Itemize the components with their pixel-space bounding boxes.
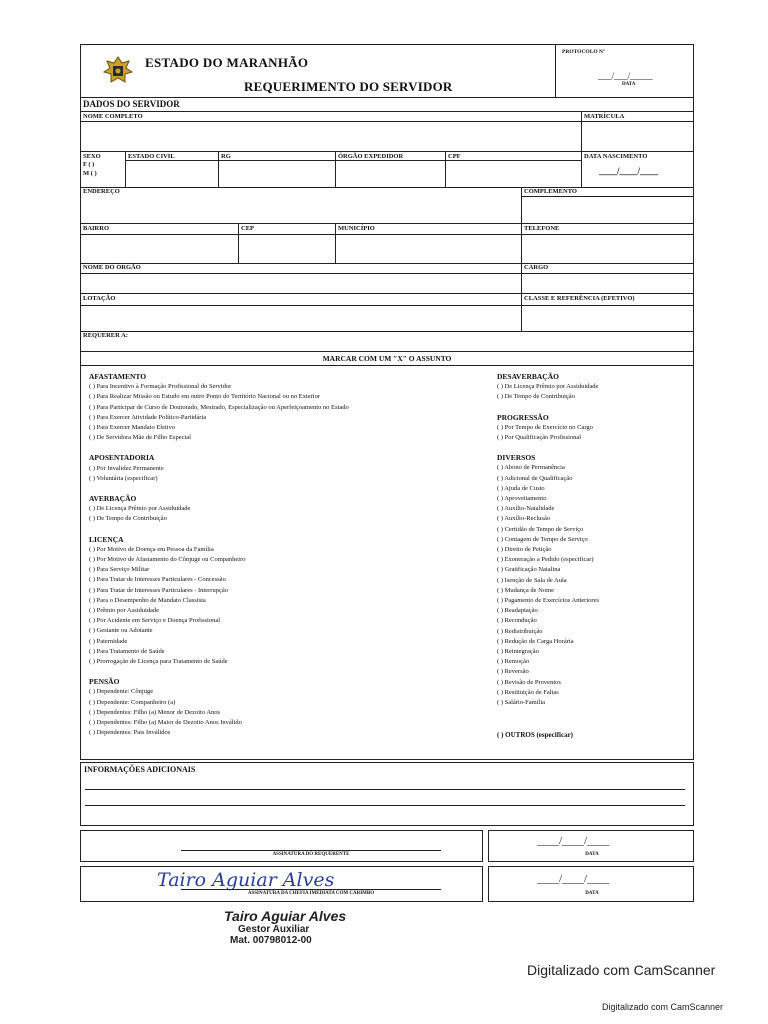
subject-checkbox-item[interactable]: ( ) Para o Desempenho de Mandato Classista <box>89 596 206 604</box>
info-line <box>85 789 685 790</box>
supervisor-date: ____/____/____ <box>537 873 610 885</box>
divider <box>81 331 693 332</box>
subject-checkbox-item[interactable]: ( ) Redução de Carga Horária <box>497 637 574 645</box>
subject-checkbox-item[interactable]: ( ) Direito de Petição <box>497 546 552 554</box>
subject-checkbox-item[interactable]: ( ) Voluntária (especificar) <box>89 474 158 482</box>
label-data-nascimento: DATA NASCIMENTO <box>584 153 648 160</box>
data-nascimento-value[interactable]: ____/____/____ <box>599 166 659 176</box>
subject-checkbox-item[interactable]: ( ) Por Acidente em Serviço e Doença Profissional <box>89 617 221 625</box>
divider <box>81 234 693 235</box>
label-telefone: TELEFONE <box>524 225 560 232</box>
subject-checkbox-item[interactable]: ( ) Restituição de Faltas <box>497 688 559 696</box>
label-municipio: MUNICÍPIO <box>338 225 375 232</box>
divider <box>81 293 693 294</box>
supervisor-signature-box[interactable] <box>80 866 483 902</box>
stamp-role: Gestor Auxiliar <box>238 924 310 935</box>
stamp-registration: Mat. 00798012-00 <box>230 935 312 946</box>
label-cargo: CARGO <box>524 264 549 271</box>
state-crest-icon <box>101 55 135 85</box>
subject-checkbox-item[interactable]: ( ) Dependente: Cônjuge <box>89 688 154 696</box>
protocol-label: PROTOCOLO Nº <box>562 49 605 55</box>
request-form <box>80 44 694 760</box>
subject-checkbox-item[interactable]: ( ) Gestante ou Adotante <box>89 627 153 635</box>
subjects-left-column <box>89 369 349 739</box>
supervisor-signature-label: ASSINATURA DA CHEFIA IMEDIATA COM CARIMBO <box>247 891 375 896</box>
label-lotacao: LOTAÇÃO <box>83 295 116 302</box>
divider <box>521 196 693 197</box>
protocol-date-label: DATA <box>622 82 636 87</box>
subject-checkbox-item[interactable]: ( ) Dependentes: Filho (a) Maior de Dezoito Anos Inválido <box>89 719 242 727</box>
subject-checkbox-item[interactable]: ( ) Para Tratar de Interesses Particulares - Interrupção <box>89 586 228 594</box>
divider <box>81 187 693 188</box>
subject-checkbox-item[interactable]: ( ) Por Qualificação Profissional <box>497 434 582 442</box>
subject-checkbox-item[interactable]: ( ) Recondução <box>497 617 537 625</box>
subject-checkbox-item[interactable]: ( ) Reintegração <box>497 648 539 656</box>
subject-checkbox-item[interactable]: ( ) Dependentes: Pais Inválidos <box>89 729 171 737</box>
label-cpf: CPF <box>448 153 461 160</box>
subject-checkbox-item[interactable]: ( ) Redistribuição <box>497 627 543 635</box>
requester-signature-box[interactable] <box>80 830 483 862</box>
subject-group-title: AVERBAÇÃO <box>89 494 137 504</box>
form-title: REQUERIMENTO DO SERVIDOR <box>244 79 453 94</box>
protocol-date: ___/___/_____ <box>598 71 653 81</box>
subject-checkbox-item[interactable]: ( ) Para Serviço Militar <box>89 566 150 574</box>
divider <box>125 151 126 187</box>
divider <box>521 187 522 331</box>
subject-checkbox-item[interactable]: ( ) Para Tratar de Interesses Particulares - Concessão <box>89 576 226 584</box>
divider <box>81 121 693 122</box>
subject-checkbox-item[interactable]: ( ) Exoneração a Pedido (especificar) <box>497 556 594 564</box>
subject-checkbox-item[interactable]: ( ) Para Incentivo à Formação Profissional do Servidor <box>89 383 232 391</box>
subject-checkbox-item[interactable]: ( ) Para Exercer Mandato Eletivo <box>89 424 176 432</box>
divider <box>81 111 693 112</box>
label-classe: CLASSE E REFERÊNCIA (EFETIVO) <box>524 295 635 302</box>
subject-checkbox-item[interactable]: ( ) Mudança de Nome <box>497 586 555 594</box>
subject-checkbox-item[interactable]: ( ) Para Tratamento de Saúde <box>89 647 165 655</box>
label-nome-orgao: NOME DO ÓRGÃO <box>83 264 141 271</box>
state-name: ESTADO DO MARANHÃO <box>145 55 309 70</box>
subject-checkbox-item[interactable]: ( ) Prorrogação de Licença para Tratamento de Saúde <box>89 658 228 666</box>
additional-info-box[interactable] <box>80 762 694 826</box>
divider <box>81 305 693 306</box>
subject-group-title: DIVERSOS <box>497 453 536 463</box>
subject-checkbox-item[interactable]: ( ) Contagem de Tempo de Serviço <box>497 535 588 543</box>
subject-group-title: DESAVERBAÇÃO <box>497 372 559 381</box>
subject-checkbox-item[interactable]: ( ) Por Motivo de Afastamento do Cônjuge ou Companheiro <box>89 556 246 564</box>
subject-checkbox-item[interactable]: ( ) Por Invalidez Permanente <box>89 464 164 472</box>
divider <box>238 223 239 263</box>
subject-checkbox-item[interactable]: ( ) De Licença Prêmio por Assiduidade <box>497 383 599 391</box>
subject-checkbox-item[interactable]: ( ) Prêmio por Assiduidade <box>89 607 160 615</box>
sexo-m-checkbox[interactable]: M ( ) <box>83 170 97 177</box>
subject-checkbox-item[interactable]: ( ) Dependente: Companheiro (a) <box>89 698 176 706</box>
divider <box>81 351 693 352</box>
divider <box>81 223 693 224</box>
requester-date-box[interactable] <box>488 830 694 862</box>
subject-group-title: PENSÃO <box>89 677 120 687</box>
label-cep: CEP <box>241 225 254 232</box>
label-endereco: ENDEREÇO <box>83 188 120 195</box>
divider <box>581 111 582 151</box>
divider <box>81 263 693 264</box>
subject-checkbox-item[interactable]: ( ) Por Motivo de Doença em Pessoa da Família <box>89 545 214 553</box>
label-matricula: MATRÍCULA <box>584 113 625 120</box>
subject-checkbox-item[interactable]: ( ) Pagamento de Exercícios Anteriores <box>497 597 599 605</box>
subject-instruction: MARCAR COM UM "X" O ASSUNTO <box>322 354 452 363</box>
requester-date: ____/____/____ <box>537 835 610 847</box>
requester-date-label: DATA <box>585 852 599 857</box>
divider <box>335 151 336 187</box>
info-line <box>85 805 685 806</box>
divider <box>445 151 446 187</box>
subject-checkbox-item[interactable]: ( ) De Tempo de Contribuição <box>497 393 575 401</box>
divider <box>81 365 693 366</box>
sexo-f-checkbox[interactable]: F ( ) <box>83 161 95 168</box>
subject-checkbox-item[interactable]: ( ) Salário-Família <box>497 699 546 707</box>
subject-checkbox-item[interactable]: ( ) Auxílio-Natalidade <box>497 505 555 513</box>
section-title-servidor: DADOS DO SERVIDOR <box>83 99 180 109</box>
signature-line <box>181 850 441 851</box>
label-requerer: REQUERER A: <box>83 332 128 339</box>
subject-checkbox-item[interactable]: ( ) Certidão de Tempo de Serviço <box>497 525 584 533</box>
form-header <box>81 45 693 98</box>
subject-checkbox-item[interactable]: ( ) Paternidade <box>89 637 128 645</box>
divider <box>125 160 581 161</box>
stamp-name: Tairo Aguiar Alves <box>224 908 347 924</box>
subject-checkbox-item[interactable]: ( ) Reversão <box>497 668 529 676</box>
subject-group-title: AFASTAMENTO <box>89 372 147 381</box>
label-orgao-expedidor: ÓRGÃO EXPEDIDOR <box>338 153 404 160</box>
subject-checkbox-item[interactable]: ( ) Adicional de Qualificação <box>497 474 573 482</box>
subject-checkbox-item[interactable]: ( ) De Licença Prêmio por Assiduidade <box>89 505 191 513</box>
subject-checkbox-item[interactable]: ( ) Readaptação <box>497 607 538 615</box>
divider <box>581 151 582 187</box>
label-nome: NOME COMPLETO <box>83 113 143 120</box>
subject-checkbox-item[interactable]: ( ) Para Participar de Curso de Doutorado, Mestrado, Especialização ou Aperfeiçoamento no Estado <box>89 403 349 411</box>
label-rg: RG <box>221 153 231 160</box>
official-stamp <box>224 908 346 946</box>
label-estado-civil: ESTADO CIVIL <box>128 153 175 160</box>
subject-checkbox-item[interactable]: ( ) Para Realizar Missão ou Estudo em outro Ponto do Território Nacional ou no Exterior <box>89 393 321 401</box>
subject-checkbox-item[interactable]: ( ) Para Exercer Atividade Político-Partidária <box>89 413 207 421</box>
scanner-footer: Digitalizado com CamScanner <box>602 1002 724 1012</box>
divider <box>218 151 219 187</box>
label-complemento: COMPLEMENTO <box>524 188 577 195</box>
subject-checkbox-item[interactable]: ( ) Gratificação Natalina <box>497 566 561 574</box>
subject-checkbox-item[interactable]: ( ) Isenção de Sala de Aula <box>497 576 567 584</box>
subject-checkbox-item[interactable]: ( ) De Tempo de Contribuição <box>89 515 167 523</box>
divider <box>81 273 693 274</box>
handwritten-signature: Tairo Aguiar Alves <box>157 869 335 891</box>
label-sexo: SEXO <box>83 153 101 160</box>
subject-checkbox-item[interactable]: ( ) Dependentes: Filho (a) Menor de Dezoito Anos <box>89 708 221 716</box>
protocol-box[interactable] <box>555 45 694 97</box>
label-bairro: BAIRRO <box>83 225 110 232</box>
supervisor-date-label: DATA <box>585 891 599 896</box>
subject-checkbox-item[interactable]: ( ) Aproveitamento <box>497 495 547 503</box>
additional-info-title: INFORMAÇÕES ADICIONAIS <box>84 765 196 774</box>
subject-checkbox-item[interactable]: ( ) De Servidora Mãe de Filho Especial <box>89 434 191 442</box>
scanner-watermark: Digitalizado com CamScanner <box>527 962 716 978</box>
signature-line <box>181 889 441 890</box>
subject-checkbox-item[interactable]: ( ) Remoção <box>497 658 530 666</box>
subject-checkbox-item[interactable]: ( ) Por Tempo de Exercício no Cargo <box>497 423 593 431</box>
subject-checkbox-item[interactable]: ( ) Ajuda de Custo <box>497 484 545 492</box>
subject-group-title: APOSENTADORIA <box>89 453 155 463</box>
outros-checkbox[interactable]: ( ) OUTROS (especificar) <box>497 731 574 740</box>
subject-group-title: PROGRESSÃO <box>497 412 549 422</box>
supervisor-date-box[interactable] <box>488 866 694 902</box>
divider <box>335 223 336 263</box>
requester-signature-label: ASSINATURA DO REQUERENTE <box>272 852 350 857</box>
subject-group-title: LICENÇA <box>89 534 124 544</box>
subject-checkbox-item[interactable]: ( ) Abono de Permanência <box>497 464 565 472</box>
subject-checkbox-item[interactable]: ( ) Revisão de Proventos <box>497 678 561 686</box>
subject-checkbox-item[interactable]: ( ) Auxílio-Reclusão <box>497 515 551 523</box>
divider <box>81 151 693 152</box>
subjects-right-column <box>497 369 599 741</box>
